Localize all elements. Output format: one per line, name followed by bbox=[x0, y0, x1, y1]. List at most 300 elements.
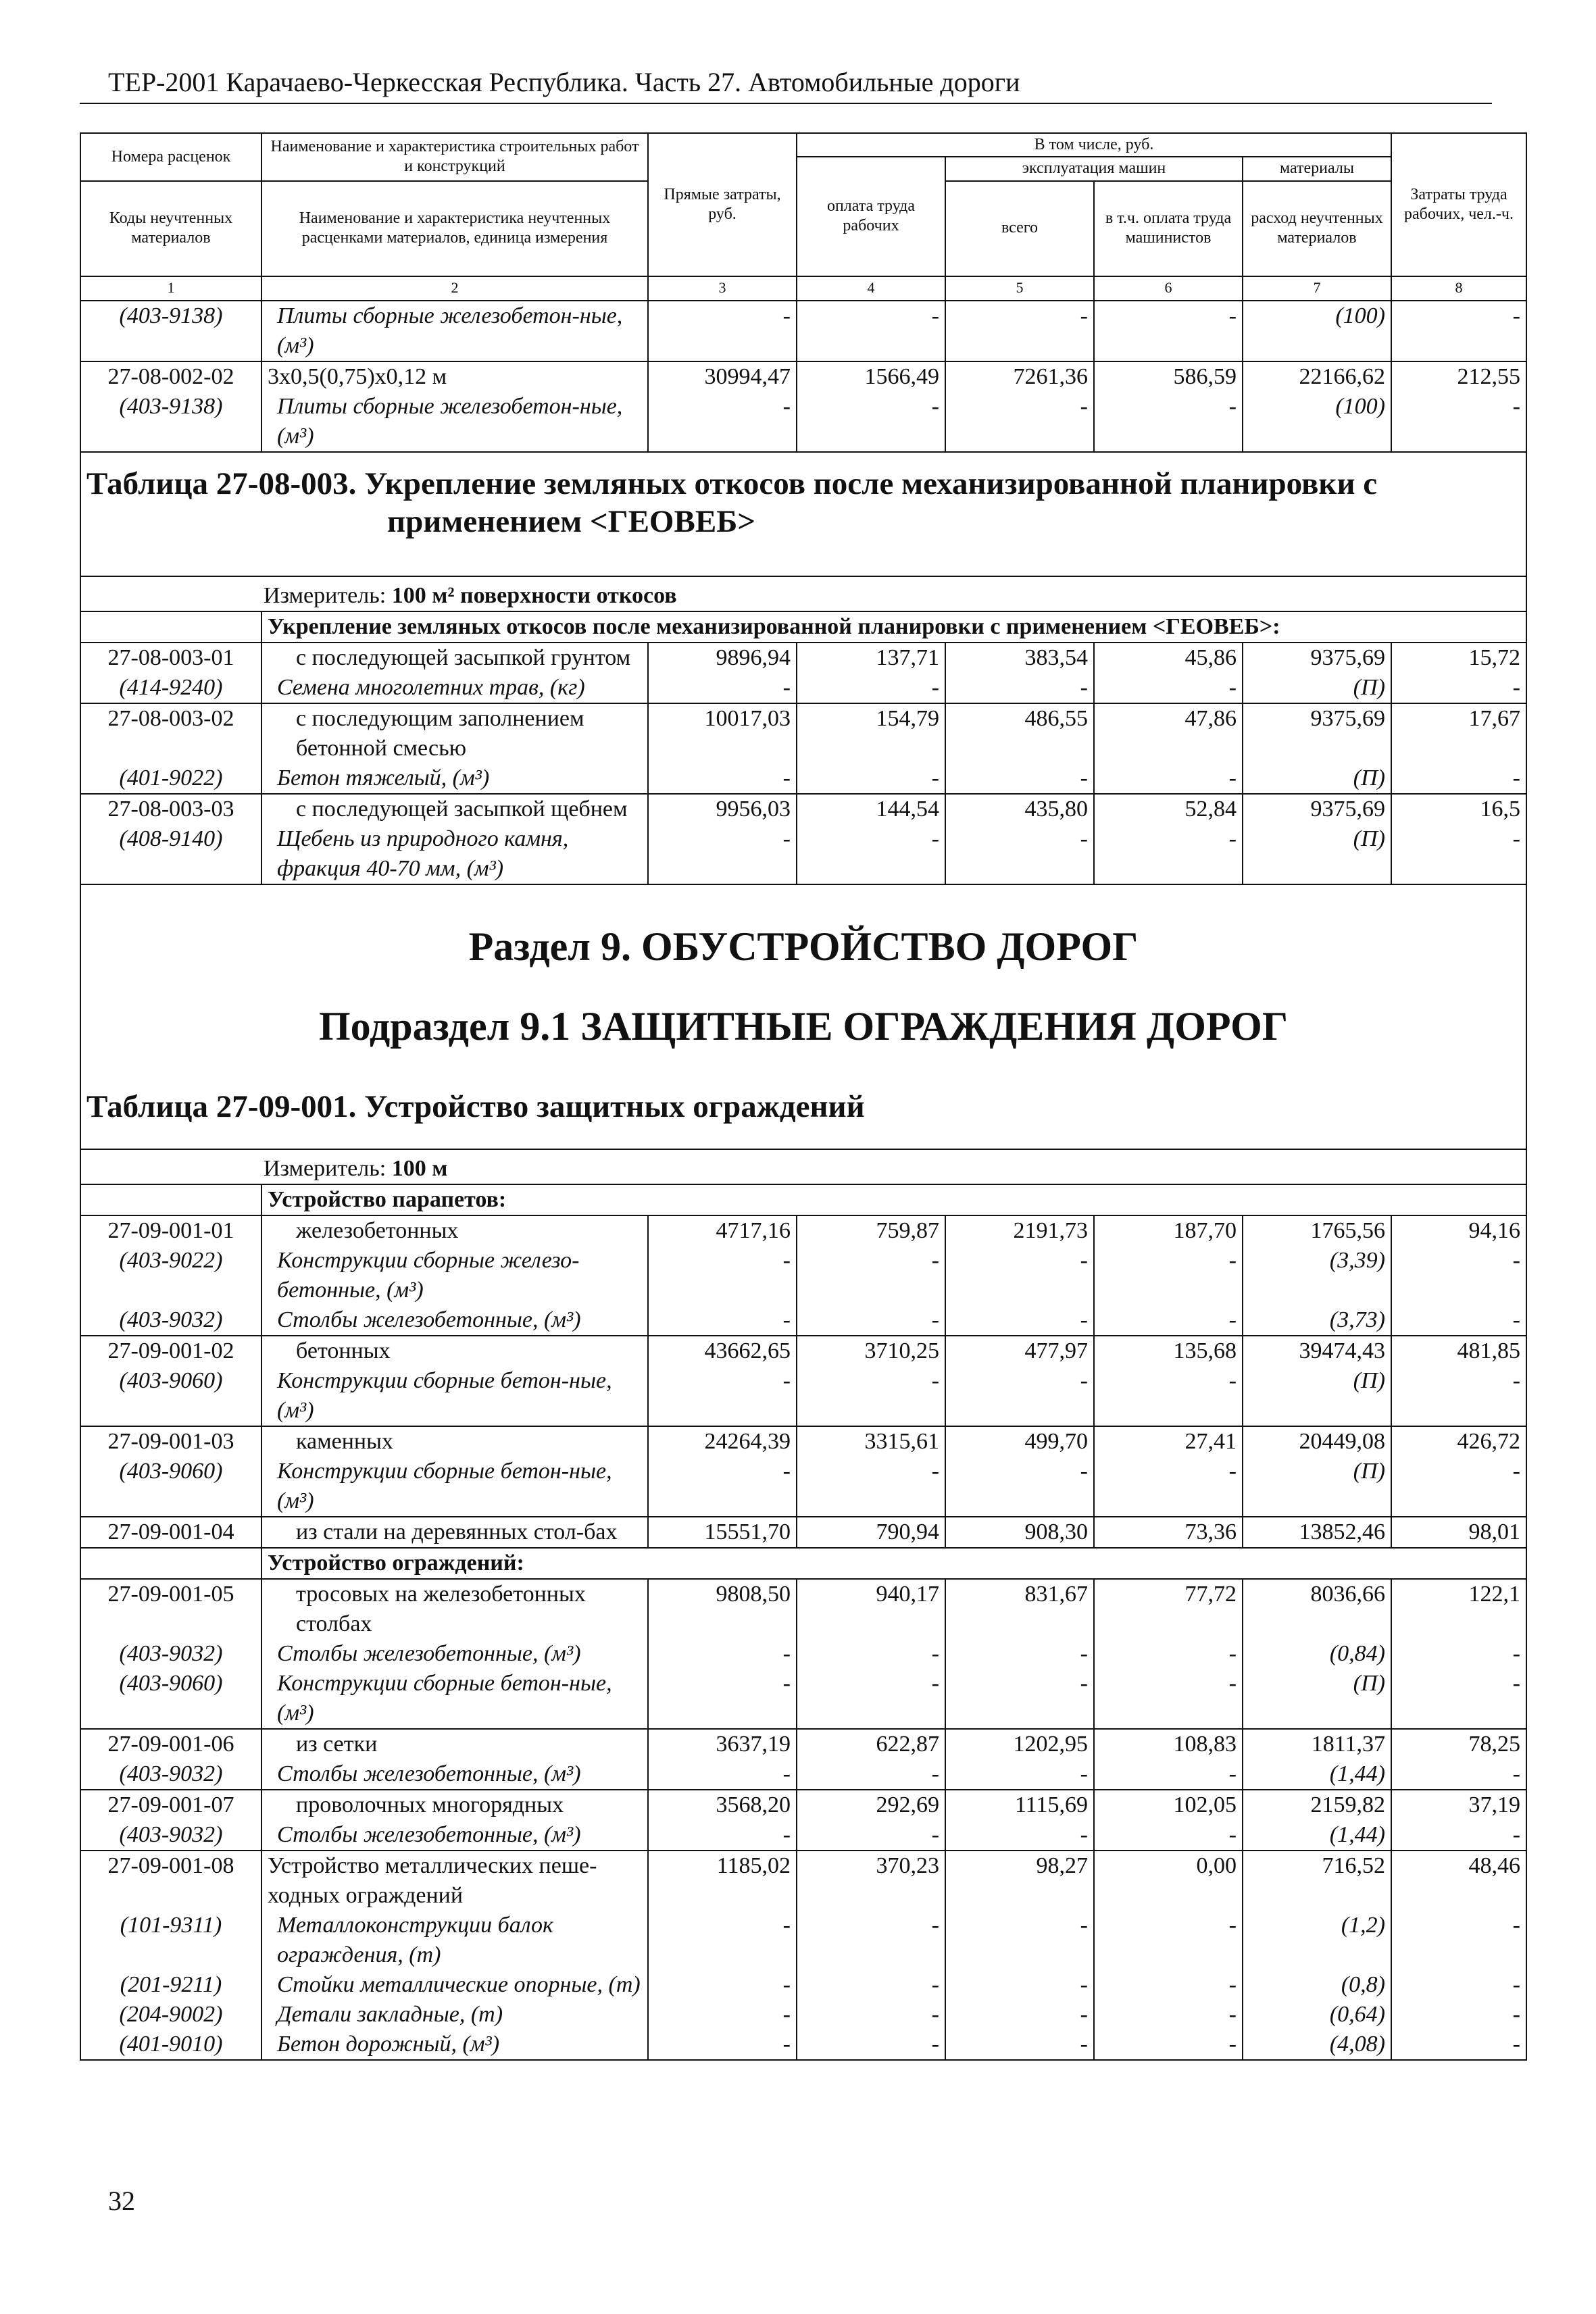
col-header-direct-cost: Прямые затраты, руб. bbox=[648, 133, 797, 276]
group-code-cell bbox=[80, 611, 261, 643]
labor-hours: 481,85 bbox=[1391, 1336, 1526, 1366]
col-header-name-materials: Наименование и характеристика неучтенных расценками материалов, единица измерения bbox=[261, 181, 648, 276]
material-amount: (П) bbox=[1243, 763, 1391, 794]
worker-wages: - bbox=[797, 1820, 945, 1851]
machine-cost: 2191,73 bbox=[945, 1215, 1094, 1246]
machine-cost: - bbox=[945, 1669, 1094, 1729]
material-code: (403-9032) bbox=[80, 1820, 261, 1851]
work-name: с последующим заполнением бетонной смесью bbox=[261, 703, 648, 763]
machine-cost: 831,67 bbox=[945, 1579, 1094, 1639]
direct-cost: - bbox=[648, 1911, 797, 1970]
operator-wages: - bbox=[1094, 763, 1243, 794]
rate-code: 27-09-001-08 bbox=[80, 1851, 261, 1911]
worker-wages: 622,87 bbox=[797, 1729, 945, 1759]
worker-wages: - bbox=[797, 1639, 945, 1669]
machine-cost: 98,27 bbox=[945, 1851, 1094, 1911]
direct-cost: 3637,19 bbox=[648, 1729, 797, 1759]
table-title-line: Таблица 27-08-003. Укрепление земляных откосов после механизированной планировки с bbox=[86, 466, 1378, 501]
material-amount: 39474,43 bbox=[1243, 1336, 1391, 1366]
material-amount: (П) bbox=[1243, 1669, 1391, 1729]
material-name: Стойки металлические опорные, (т) bbox=[261, 1970, 648, 2000]
work-name: из стали на деревянных стол-бах bbox=[261, 1517, 648, 1548]
col-header-machines: эксплуатация машин bbox=[945, 157, 1243, 180]
material-code: (204-9002) bbox=[80, 2000, 261, 2030]
machine-cost: - bbox=[945, 301, 1094, 361]
col-number: 1 bbox=[80, 276, 261, 301]
rate-row bbox=[80, 1729, 1526, 1759]
direct-cost: 10017,03 bbox=[648, 703, 797, 763]
direct-cost: 3568,20 bbox=[648, 1790, 797, 1820]
material-row bbox=[80, 1759, 1526, 1790]
machine-cost: - bbox=[945, 392, 1094, 452]
rate-row bbox=[80, 703, 1526, 763]
direct-cost: - bbox=[648, 763, 797, 794]
col-number: 2 bbox=[261, 276, 648, 301]
material-row bbox=[80, 824, 1526, 884]
material-row bbox=[80, 1639, 1526, 1669]
material-name: Столбы железобетонные, (м³) bbox=[261, 1639, 648, 1669]
worker-wages: 1566,49 bbox=[797, 361, 945, 392]
material-amount: (3,39) bbox=[1243, 1246, 1391, 1305]
labor-hours: 212,55 bbox=[1391, 361, 1526, 392]
operator-wages: - bbox=[1094, 301, 1243, 361]
material-name: Плиты сборные железобетон-ные, (м³) bbox=[261, 392, 648, 452]
worker-wages: 370,23 bbox=[797, 1851, 945, 1911]
material-amount: (1,2) bbox=[1243, 1911, 1391, 1970]
direct-cost: - bbox=[648, 392, 797, 452]
machine-cost: 477,97 bbox=[945, 1336, 1094, 1366]
direct-cost: 30994,47 bbox=[648, 361, 797, 392]
direct-cost: - bbox=[648, 1305, 797, 1336]
operator-wages: - bbox=[1094, 2000, 1243, 2030]
machine-cost: - bbox=[945, 763, 1094, 794]
material-name: Семена многолетних трав, (кг) bbox=[261, 673, 648, 703]
labor-hours: 94,16 bbox=[1391, 1215, 1526, 1246]
direct-cost: - bbox=[648, 1457, 797, 1517]
material-amount: (100) bbox=[1243, 392, 1391, 452]
material-amount: 13852,46 bbox=[1243, 1517, 1391, 1548]
operator-wages: - bbox=[1094, 1305, 1243, 1336]
labor-hours: 78,25 bbox=[1391, 1729, 1526, 1759]
machine-cost: - bbox=[945, 1911, 1094, 1970]
worker-wages: 790,94 bbox=[797, 1517, 945, 1548]
operator-wages: - bbox=[1094, 1759, 1243, 1790]
group-code-cell bbox=[80, 1184, 261, 1215]
material-amount: (1,44) bbox=[1243, 1820, 1391, 1851]
material-amount: (100) bbox=[1243, 301, 1391, 361]
labor-hours: 17,67 bbox=[1391, 703, 1526, 763]
group-heading bbox=[80, 1548, 1526, 1579]
meter-row-cell bbox=[80, 576, 1526, 611]
operator-wages: - bbox=[1094, 392, 1243, 452]
material-amount: (П) bbox=[1243, 1457, 1391, 1517]
material-row bbox=[80, 1820, 1526, 1851]
worker-wages: - bbox=[797, 2000, 945, 2030]
labor-hours: 48,46 bbox=[1391, 1851, 1526, 1911]
worker-wages: - bbox=[797, 673, 945, 703]
column-numbers-row bbox=[80, 276, 1526, 301]
labor-hours: 426,72 bbox=[1391, 1426, 1526, 1457]
col-header-wages: оплата труда рабочих bbox=[797, 157, 945, 276]
rate-code: 27-08-003-02 bbox=[80, 703, 261, 763]
worker-wages: - bbox=[797, 1759, 945, 1790]
material-amount: 1811,37 bbox=[1243, 1729, 1391, 1759]
group-title: Устройство ограждений: bbox=[261, 1548, 1526, 1579]
machine-cost: 1202,95 bbox=[945, 1729, 1094, 1759]
worker-wages: 144,54 bbox=[797, 794, 945, 824]
direct-cost: 15551,70 bbox=[648, 1517, 797, 1548]
operator-wages: 187,70 bbox=[1094, 1215, 1243, 1246]
direct-cost: - bbox=[648, 1759, 797, 1790]
labor-hours: - bbox=[1391, 1911, 1526, 1970]
rate-code: 27-09-001-04 bbox=[80, 1517, 261, 1548]
material-code: (408-9140) bbox=[80, 824, 261, 884]
material-name: Плиты сборные железобетон-ные, (м³) bbox=[261, 301, 648, 361]
group-title: Устройство парапетов: bbox=[261, 1184, 1526, 1215]
rate-code: 27-09-001-01 bbox=[80, 1215, 261, 1246]
operator-wages: - bbox=[1094, 1639, 1243, 1669]
operator-wages: - bbox=[1094, 824, 1243, 884]
labor-hours: - bbox=[1391, 1366, 1526, 1426]
operator-wages: 73,36 bbox=[1094, 1517, 1243, 1548]
running-header: ТЕР-2001 Карачаево-Черкесская Республика. Часть 27. Автомобильные дороги bbox=[108, 67, 1020, 97]
material-amount: (П) bbox=[1243, 1366, 1391, 1426]
rate-code: 27-09-001-06 bbox=[80, 1729, 261, 1759]
work-name: железобетонных bbox=[261, 1215, 648, 1246]
material-code: (101-9311) bbox=[80, 1911, 261, 1970]
rate-code: 27-09-001-03 bbox=[80, 1426, 261, 1457]
worker-wages: - bbox=[797, 1457, 945, 1517]
material-code: (401-9022) bbox=[80, 763, 261, 794]
material-name: Столбы железобетонные, (м³) bbox=[261, 1305, 648, 1336]
labor-hours: - bbox=[1391, 1759, 1526, 1790]
direct-cost: - bbox=[648, 673, 797, 703]
operator-wages: - bbox=[1094, 2030, 1243, 2060]
col-number: 8 bbox=[1391, 276, 1526, 301]
work-name: бетонных bbox=[261, 1336, 648, 1366]
direct-cost: - bbox=[648, 1639, 797, 1669]
operator-wages: - bbox=[1094, 673, 1243, 703]
work-name: 3х0,5(0,75)х0,12 м bbox=[261, 361, 648, 392]
material-amount: (П) bbox=[1243, 673, 1391, 703]
operator-wages: 0,00 bbox=[1094, 1851, 1243, 1911]
column-header-table bbox=[80, 132, 1527, 301]
labor-hours: - bbox=[1391, 301, 1526, 361]
col-header-labor: Затраты труда рабочих, чел.-ч. bbox=[1391, 133, 1526, 276]
section-heading-cell bbox=[80, 884, 1526, 1088]
operator-wages: 47,86 bbox=[1094, 703, 1243, 763]
material-amount: 22166,62 bbox=[1243, 361, 1391, 392]
labor-hours: - bbox=[1391, 2030, 1526, 2060]
header-rule bbox=[80, 103, 1492, 104]
material-code: (403-9032) bbox=[80, 1305, 261, 1336]
material-name: Детали закладные, (т) bbox=[261, 2000, 648, 2030]
table-caption-cell bbox=[80, 452, 1526, 576]
direct-cost: 4717,16 bbox=[648, 1215, 797, 1246]
machine-cost: 435,80 bbox=[945, 794, 1094, 824]
col-header-operator-wages: в т.ч. оплата труда машинистов bbox=[1094, 181, 1243, 276]
machine-cost: - bbox=[945, 1305, 1094, 1336]
direct-cost: 24264,39 bbox=[648, 1426, 797, 1457]
material-name: Столбы железобетонные, (м³) bbox=[261, 1820, 648, 1851]
rate-code: 27-09-001-07 bbox=[80, 1790, 261, 1820]
material-amount: 9375,69 bbox=[1243, 643, 1391, 673]
col-header-codes: Номера расценок bbox=[80, 133, 261, 181]
material-name: Конструкции сборные железо-бетонные, (м³) bbox=[261, 1246, 648, 1305]
operator-wages: - bbox=[1094, 1366, 1243, 1426]
col-number: 7 bbox=[1243, 276, 1391, 301]
labor-hours: 16,5 bbox=[1391, 794, 1526, 824]
material-row bbox=[80, 673, 1526, 703]
operator-wages: - bbox=[1094, 1457, 1243, 1517]
col-number: 6 bbox=[1094, 276, 1243, 301]
worker-wages: - bbox=[797, 763, 945, 794]
rate-code: 27-09-001-05 bbox=[80, 1579, 261, 1639]
col-header-machines-total: всего bbox=[945, 181, 1094, 276]
direct-cost: - bbox=[648, 301, 797, 361]
material-row bbox=[80, 2000, 1526, 2030]
machine-cost: - bbox=[945, 1820, 1094, 1851]
worker-wages: - bbox=[797, 2030, 945, 2060]
labor-hours: - bbox=[1391, 1970, 1526, 2000]
material-code: (403-9032) bbox=[80, 1759, 261, 1790]
labor-hours: - bbox=[1391, 763, 1526, 794]
col-header-materials: материалы bbox=[1243, 157, 1391, 180]
machine-cost: - bbox=[945, 824, 1094, 884]
group-code-cell bbox=[80, 1548, 261, 1579]
rate-row bbox=[80, 361, 1526, 392]
machine-cost: 383,54 bbox=[945, 643, 1094, 673]
machine-cost: - bbox=[945, 1457, 1094, 1517]
labor-hours: 15,72 bbox=[1391, 643, 1526, 673]
direct-cost: 43662,65 bbox=[648, 1336, 797, 1366]
table-title-line: применением <ГЕОВЕБ> bbox=[387, 504, 756, 539]
work-name: с последующей засыпкой щебнем bbox=[261, 794, 648, 824]
group-title: Укрепление земляных откосов после механизированной планировки с применением <ГЕОВЕБ>: bbox=[261, 611, 1526, 643]
meter-row bbox=[80, 1149, 1526, 1184]
material-row bbox=[80, 1911, 1526, 1970]
col-header-incl: В том числе, руб. bbox=[797, 133, 1391, 157]
operator-wages: - bbox=[1094, 1970, 1243, 2000]
rate-code: 27-08-003-01 bbox=[80, 643, 261, 673]
operator-wages: 27,41 bbox=[1094, 1426, 1243, 1457]
operator-wages: 102,05 bbox=[1094, 1790, 1243, 1820]
direct-cost: - bbox=[648, 824, 797, 884]
material-row bbox=[80, 2030, 1526, 2060]
work-name: тросовых на железобетонных столбах bbox=[261, 1579, 648, 1639]
machine-cost: 1115,69 bbox=[945, 1790, 1094, 1820]
machine-cost: 499,70 bbox=[945, 1426, 1094, 1457]
rate-row bbox=[80, 1336, 1526, 1366]
material-amount: (0,8) bbox=[1243, 1970, 1391, 2000]
operator-wages: - bbox=[1094, 1246, 1243, 1305]
material-row bbox=[80, 1669, 1526, 1729]
material-row bbox=[80, 1305, 1526, 1336]
material-code: (403-9032) bbox=[80, 1639, 261, 1669]
machine-cost: - bbox=[945, 1759, 1094, 1790]
direct-cost: - bbox=[648, 1246, 797, 1305]
labor-hours: 122,1 bbox=[1391, 1579, 1526, 1639]
material-name: Столбы железобетонные, (м³) bbox=[261, 1759, 648, 1790]
machine-cost: 908,30 bbox=[945, 1517, 1094, 1548]
labor-hours: - bbox=[1391, 1305, 1526, 1336]
material-name: Конструкции сборные бетон-ные, (м³) bbox=[261, 1457, 648, 1517]
col-header-material-use: расход неучтенных материалов bbox=[1243, 181, 1391, 276]
material-name: Металлоконструкции балок ограждения, (т) bbox=[261, 1911, 648, 1970]
work-name: Устройство металлических пеше-ходных ограждений bbox=[261, 1851, 648, 1911]
material-amount: 2159,82 bbox=[1243, 1790, 1391, 1820]
worker-wages: 759,87 bbox=[797, 1215, 945, 1246]
operator-wages: - bbox=[1094, 1820, 1243, 1851]
material-code: (403-9060) bbox=[80, 1669, 261, 1729]
machine-cost: - bbox=[945, 1970, 1094, 2000]
page-number: 32 bbox=[108, 2186, 135, 2216]
worker-wages: - bbox=[797, 1305, 945, 1336]
material-row bbox=[80, 1457, 1526, 1517]
work-name: каменных bbox=[261, 1426, 648, 1457]
material-code: (403-9022) bbox=[80, 1246, 261, 1305]
col-number: 5 bbox=[945, 276, 1094, 301]
direct-cost: 9956,03 bbox=[648, 794, 797, 824]
rate-row bbox=[80, 794, 1526, 824]
work-name: из сетки bbox=[261, 1729, 648, 1759]
material-amount: (1,44) bbox=[1243, 1759, 1391, 1790]
machine-cost: - bbox=[945, 673, 1094, 703]
direct-cost: - bbox=[648, 2000, 797, 2030]
labor-hours: - bbox=[1391, 2000, 1526, 2030]
labor-hours: - bbox=[1391, 1246, 1526, 1305]
material-code: (403-9060) bbox=[80, 1366, 261, 1426]
material-row bbox=[80, 392, 1526, 452]
direct-cost: - bbox=[648, 1669, 797, 1729]
table-title-line: Таблица 27-09-001. Устройство защитных ограждений bbox=[86, 1089, 865, 1124]
rate-row bbox=[80, 1426, 1526, 1457]
meter-value: 100 м bbox=[391, 1156, 448, 1181]
material-row bbox=[80, 1970, 1526, 2000]
labor-hours: - bbox=[1391, 1820, 1526, 1851]
material-name: Бетон дорожный, (м³) bbox=[261, 2030, 648, 2060]
rate-code: 27-09-001-02 bbox=[80, 1336, 261, 1366]
rate-row bbox=[80, 1517, 1526, 1548]
section-title: Раздел 9. ОБУСТРОЙСТВО ДОРОГ bbox=[468, 924, 1139, 969]
rates-table bbox=[80, 300, 1527, 2061]
machine-cost: - bbox=[945, 1246, 1094, 1305]
direct-cost: - bbox=[648, 1820, 797, 1851]
worker-wages: - bbox=[797, 1970, 945, 2000]
meter-row-cell bbox=[80, 1149, 1526, 1184]
direct-cost: - bbox=[648, 1970, 797, 2000]
worker-wages: 292,69 bbox=[797, 1790, 945, 1820]
labor-hours: - bbox=[1391, 1457, 1526, 1517]
table-caption-cell bbox=[80, 1088, 1526, 1149]
worker-wages: 3710,25 bbox=[797, 1336, 945, 1366]
rate-row bbox=[80, 1215, 1526, 1246]
material-amount: 9375,69 bbox=[1243, 703, 1391, 763]
worker-wages: - bbox=[797, 824, 945, 884]
machine-cost: 7261,36 bbox=[945, 361, 1094, 392]
direct-cost: - bbox=[648, 1366, 797, 1426]
worker-wages: 3315,61 bbox=[797, 1426, 945, 1457]
material-amount: (0,64) bbox=[1243, 2000, 1391, 2030]
direct-cost: 9896,94 bbox=[648, 643, 797, 673]
material-name: Конструкции сборные бетон-ные, (м³) bbox=[261, 1669, 648, 1729]
rate-row bbox=[80, 1851, 1526, 1911]
material-code: (414-9240) bbox=[80, 673, 261, 703]
operator-wages: 586,59 bbox=[1094, 361, 1243, 392]
rate-code: 27-08-002-02 bbox=[80, 361, 261, 392]
col-number: 4 bbox=[797, 276, 945, 301]
labor-hours: - bbox=[1391, 1639, 1526, 1669]
rate-code: 27-08-003-03 bbox=[80, 794, 261, 824]
worker-wages: - bbox=[797, 1669, 945, 1729]
col-header-codes-materials: Коды неучтенных материалов bbox=[80, 181, 261, 276]
material-amount: 8036,66 bbox=[1243, 1579, 1391, 1639]
meter-value: 100 м² поверхности откосов bbox=[391, 583, 677, 608]
material-amount: 1765,56 bbox=[1243, 1215, 1391, 1246]
material-name: Бетон тяжелый, (м³) bbox=[261, 763, 648, 794]
worker-wages: 137,71 bbox=[797, 643, 945, 673]
material-amount: (3,73) bbox=[1243, 1305, 1391, 1336]
machine-cost: - bbox=[945, 2000, 1094, 2030]
worker-wages: - bbox=[797, 1911, 945, 1970]
material-row bbox=[80, 1246, 1526, 1305]
material-amount: (0,84) bbox=[1243, 1639, 1391, 1669]
meter-label: Измеритель: bbox=[264, 583, 392, 608]
material-row bbox=[80, 763, 1526, 794]
table-caption bbox=[80, 452, 1526, 576]
material-amount: 716,52 bbox=[1243, 1851, 1391, 1911]
material-name: Щебень из природного камня, фракция 40-70 мм, (м³) bbox=[261, 824, 648, 884]
group-heading bbox=[80, 611, 1526, 643]
meter-row bbox=[80, 576, 1526, 611]
material-code: (401-9010) bbox=[80, 2030, 261, 2060]
operator-wages: 135,68 bbox=[1094, 1336, 1243, 1366]
labor-hours: 37,19 bbox=[1391, 1790, 1526, 1820]
labor-hours: - bbox=[1391, 392, 1526, 452]
labor-hours: 98,01 bbox=[1391, 1517, 1526, 1548]
col-number: 3 bbox=[648, 276, 797, 301]
operator-wages: - bbox=[1094, 1911, 1243, 1970]
worker-wages: 154,79 bbox=[797, 703, 945, 763]
worker-wages: 940,17 bbox=[797, 1579, 945, 1639]
worker-wages: - bbox=[797, 301, 945, 361]
material-code: (403-9138) bbox=[80, 301, 261, 361]
operator-wages: - bbox=[1094, 1669, 1243, 1729]
material-amount: 20449,08 bbox=[1243, 1426, 1391, 1457]
labor-hours: - bbox=[1391, 1669, 1526, 1729]
material-code: (201-9211) bbox=[80, 1970, 261, 2000]
labor-hours: - bbox=[1391, 673, 1526, 703]
work-name: проволочных многорядных bbox=[261, 1790, 648, 1820]
material-amount: 9375,69 bbox=[1243, 794, 1391, 824]
rate-row bbox=[80, 1579, 1526, 1639]
labor-hours: - bbox=[1391, 824, 1526, 884]
material-amount: (П) bbox=[1243, 824, 1391, 884]
worker-wages: - bbox=[797, 1366, 945, 1426]
material-code: (403-9138) bbox=[80, 392, 261, 452]
rate-row bbox=[80, 1790, 1526, 1820]
machine-cost: - bbox=[945, 2030, 1094, 2060]
direct-cost: 9808,50 bbox=[648, 1579, 797, 1639]
operator-wages: 108,83 bbox=[1094, 1729, 1243, 1759]
material-code: (403-9060) bbox=[80, 1457, 261, 1517]
direct-cost: - bbox=[648, 2030, 797, 2060]
worker-wages: - bbox=[797, 392, 945, 452]
work-name: с последующей засыпкой грунтом bbox=[261, 643, 648, 673]
direct-cost: 1185,02 bbox=[648, 1851, 797, 1911]
machine-cost: 486,55 bbox=[945, 703, 1094, 763]
material-amount: (4,08) bbox=[1243, 2030, 1391, 2060]
